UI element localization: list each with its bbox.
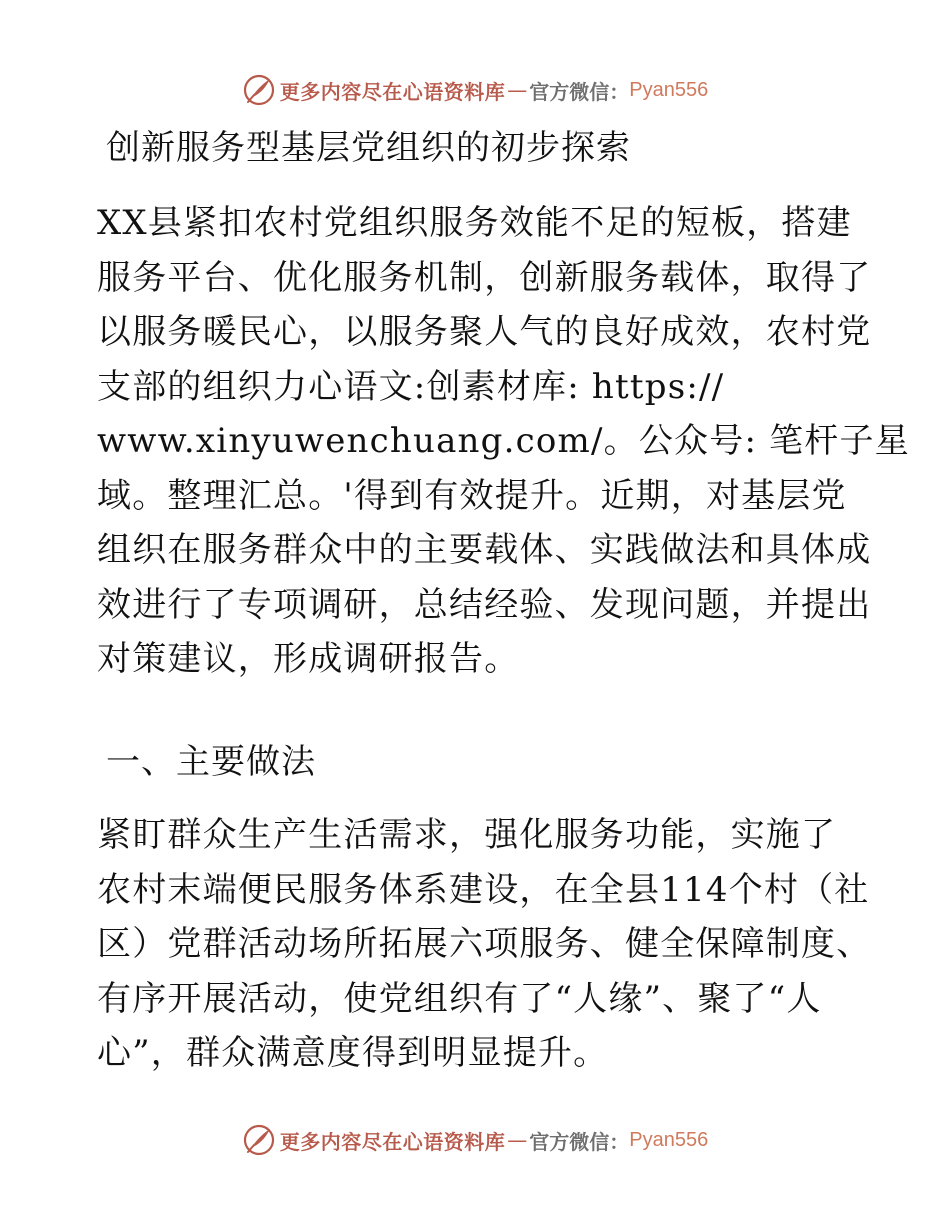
feather-quill-logo-icon: [242, 1123, 276, 1157]
feather-quill-logo-icon: [242, 73, 276, 107]
text-line: 有序开展活动，使党组织有了“人缘”、聚了“人: [97, 978, 822, 1019]
banner-main-text: 更多内容尽在心语资料库: [279, 79, 506, 104]
footer-banner: [0, 1120, 950, 1160]
text-line: 组织在服务群众中的主要载体、实践做法和具体成: [97, 530, 872, 570]
text-line: 区）党群活动场所拓展六项服务、健全保障制度、: [97, 924, 872, 964]
banner-main-text: 更多内容尽在心语资料库: [279, 1129, 506, 1154]
text-line: 心”，群众满意度得到明显提升。: [97, 1033, 609, 1073]
banner-dash: —: [507, 78, 528, 102]
banner-official-label: 官方微信：: [529, 1129, 630, 1154]
text-line: 对策建议，形成调研报告。: [97, 639, 520, 679]
text-line: XX县紧扣农村党组织服务效能不足的短板，搭建: [97, 203, 852, 243]
banner-official-label: 官方微信：: [529, 79, 630, 104]
text-line: 支部的组织力心语文:创素材库: https://: [97, 366, 725, 407]
banner-wechat-id: Pyan556: [629, 1128, 709, 1151]
text-line: 域。整理汇总。'得到有效提升。近期，对基层党: [97, 475, 847, 516]
text-line: www.xinyuwenchuang.com/。公众号: 笔杆子星: [97, 421, 910, 461]
banner-wechat-id: Pyan556: [629, 78, 709, 101]
paragraph-intro: [97, 196, 910, 687]
text-line: 效进行了专项调研，总结经验、发现问题，并提出: [97, 584, 872, 625]
text-line: 紧盯群众生产生活需求，强化服务功能，实施了: [97, 815, 837, 855]
text-line: 农村末端便民服务体系建设，在全县114个村（社: [97, 869, 870, 910]
text-line: 服务平台、优化服务机制，创新服务载体，取得了: [97, 257, 872, 298]
section-heading: 一、主要做法: [106, 742, 316, 782]
header-banner: [0, 70, 950, 110]
banner-dash: —: [507, 1128, 528, 1152]
document-title: 创新服务型基层党组织的初步探索: [106, 128, 631, 168]
text-line: 以服务暖民心，以服务聚人气的良好成效，农村党: [97, 312, 872, 352]
paragraph-practices: [97, 808, 872, 1081]
